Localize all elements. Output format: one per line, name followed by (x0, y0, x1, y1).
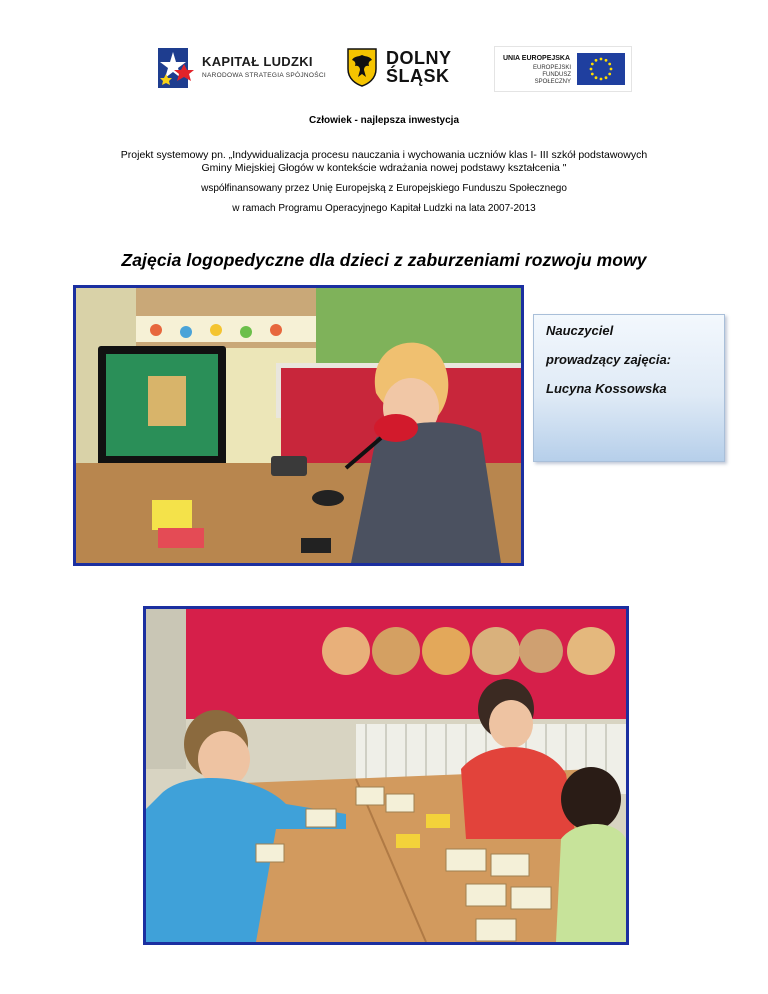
dolny-slask-line2: ŚLĄSK (386, 66, 450, 86)
kapital-ludzki-star-icon (158, 46, 198, 90)
page-heading: Zajęcia logopedyczne dla dzieci z zaburzeniami rozwoju mowy (121, 250, 647, 270)
project-description (84, 149, 684, 175)
ue-fund-name (507, 65, 571, 86)
eu-flag-icon (577, 53, 625, 85)
teacher-name: Lucyna Kossowska (546, 381, 667, 396)
cofinancing-note: współfinansowany przez Unię Europejską z Europejskiego Funduszu Społecznego (201, 183, 567, 194)
photo-children-at-table (143, 606, 629, 945)
project-line2: Gminy Miejskiej Głogów w kontekście wdrażania nowej podstawy kształcenia " (201, 162, 567, 174)
ue-fund-line2: FUNDUSZ SPOŁECZNY (534, 72, 571, 85)
ue-fund-line1: EUROPEJSKI (532, 65, 571, 71)
teacher-label: Nauczyciel (546, 323, 614, 338)
kapital-ludzki-title: KAPITAŁ LUDZKI (202, 54, 313, 69)
dolny-slask-logo (346, 44, 468, 92)
photo-boy-at-computer (73, 285, 524, 566)
photo-children-at-table-image (146, 609, 626, 942)
ue-title: UNIA EUROPEJSKA (503, 55, 571, 62)
logo-bar (0, 40, 768, 100)
tagline: Człowiek - najlepsza inwestycja (308, 115, 460, 126)
project-line1: Projekt systemowy pn. „Indywidualizacja procesu nauczania i wychowania uczniów klas I- III szkół podstawowych (120, 149, 648, 161)
unia-europejska-logo (494, 46, 632, 92)
kapital-ludzki-subtitle: NARODOWA STRATEGIA SPÓJNOŚCI (202, 72, 326, 79)
kapital-ludzki-logo (158, 46, 328, 90)
program-note: w ramach Programu Operacyjnego Kapitał Ludzki na lata 2007-2013 (232, 203, 536, 214)
photo-boy-at-computer-image (76, 288, 521, 563)
teacher-info-box (533, 314, 725, 462)
teacher-role: prowadzący zajęcia: (546, 352, 671, 367)
dolny-slask-eagle-icon (346, 47, 378, 87)
dolny-slask-line1: DOLNY (386, 48, 452, 68)
